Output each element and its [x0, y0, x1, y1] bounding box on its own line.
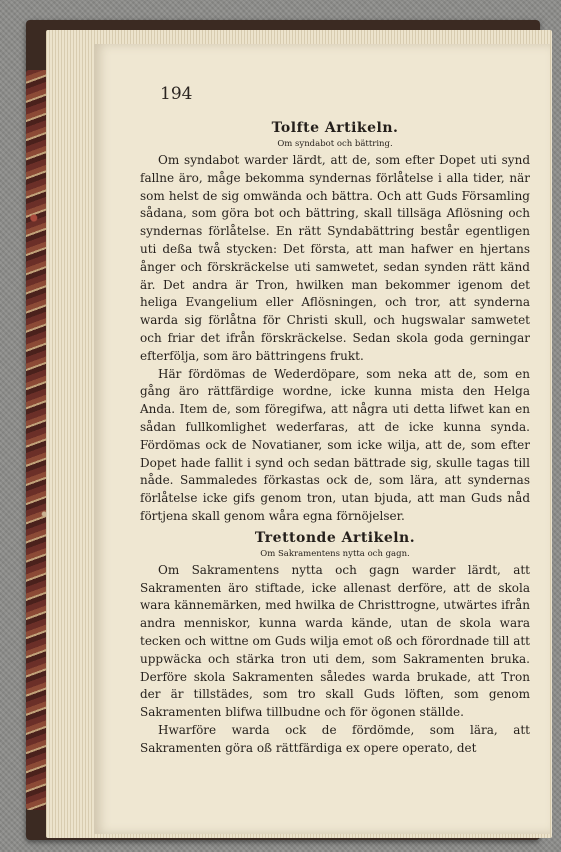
paragraph: Om syndabot warder lärdt, att de, som efter Dopet uti synd fallne äro, måge bekomma syndernas förlåtelse i alla tider, när som helst de sig omwända och bättra. Och att Guds Församling sådana, som göra bot och bättring, skall tillsäga Aflösning och syndernas förlåtelse. En rätt Syndabättring består egentligen uti deßa twå stycken: Det första, att man hafwer en hjertans ånger och förskräckelse uti samwetet, sedan synden rätt känd är. Det andra är Tron, hwilken man bekommer igenom det heliga Evangelium eller Aflösningen, och tror, att synderna warda sig förlåtna för Christi skull, och hugswalar samwetet och friar det ifrån förskräckelse. Sedan skola goda gerningar efterfölja, som äro bättringens frukt. [140, 153, 530, 363]
page-number: 194 [160, 84, 193, 104]
section-subtitle: Om Sakramentens nytta och gagn. [260, 548, 410, 559]
paragraph: Här fördömas de Wederdöpare, som neka att de, som en gång äro rättfärdige wordne, icke kunna mista den Helga Anda. Item de, som föregifwa, att några uti detta lifwet kan en sådan fullkomlighet wederfaras, att de icke kunna synda. Fördömas ock de Novatianer, som icke wilja, att de, som efter Dopet hade fallit i synd och sedan bättrade sig, skulle tagas till nåde. Sammaledes förkastas ock de, som lära, att syndernas förlåtelse icke gifs genom tron, utan bjuda, att man Guds nåd förtjena skall genom wåra egna förnöjelser. [140, 366, 530, 523]
page-text [140, 118, 530, 758]
paragraph: Om Sakramentens nytta och gagn warder lärdt, att Sakramenten äro stiftade, icke allenast derföre, att de skola wara kännemärken, med hwilka de Christtrogne, utwärtes ifrån andra menniskor, kunna warda kände, utan de skola wara tecken och wittne om Guds wilja emot oß och förordnade till att uppwäcka och stärka tron uti dem, som Sakramenten bruka. Derföre skola Sakramenten således warda brukade, att Tron der är tillstädes, som tro skall Guds löften, som genom Sakramenten blifwa tillbudne och för ögonen ställde. [140, 562, 530, 720]
section-subtitle: Om syndabot och bättring. [277, 139, 393, 149]
paragraph: Hwarföre warda ock de fördömde, som lära, att Sakramenten göra oß rättfärdiga ex opere operato, det [140, 722, 530, 755]
section-title: Tolfte Artikeln. [271, 120, 399, 136]
section-title: Trettonde Artikeln. [254, 529, 416, 546]
